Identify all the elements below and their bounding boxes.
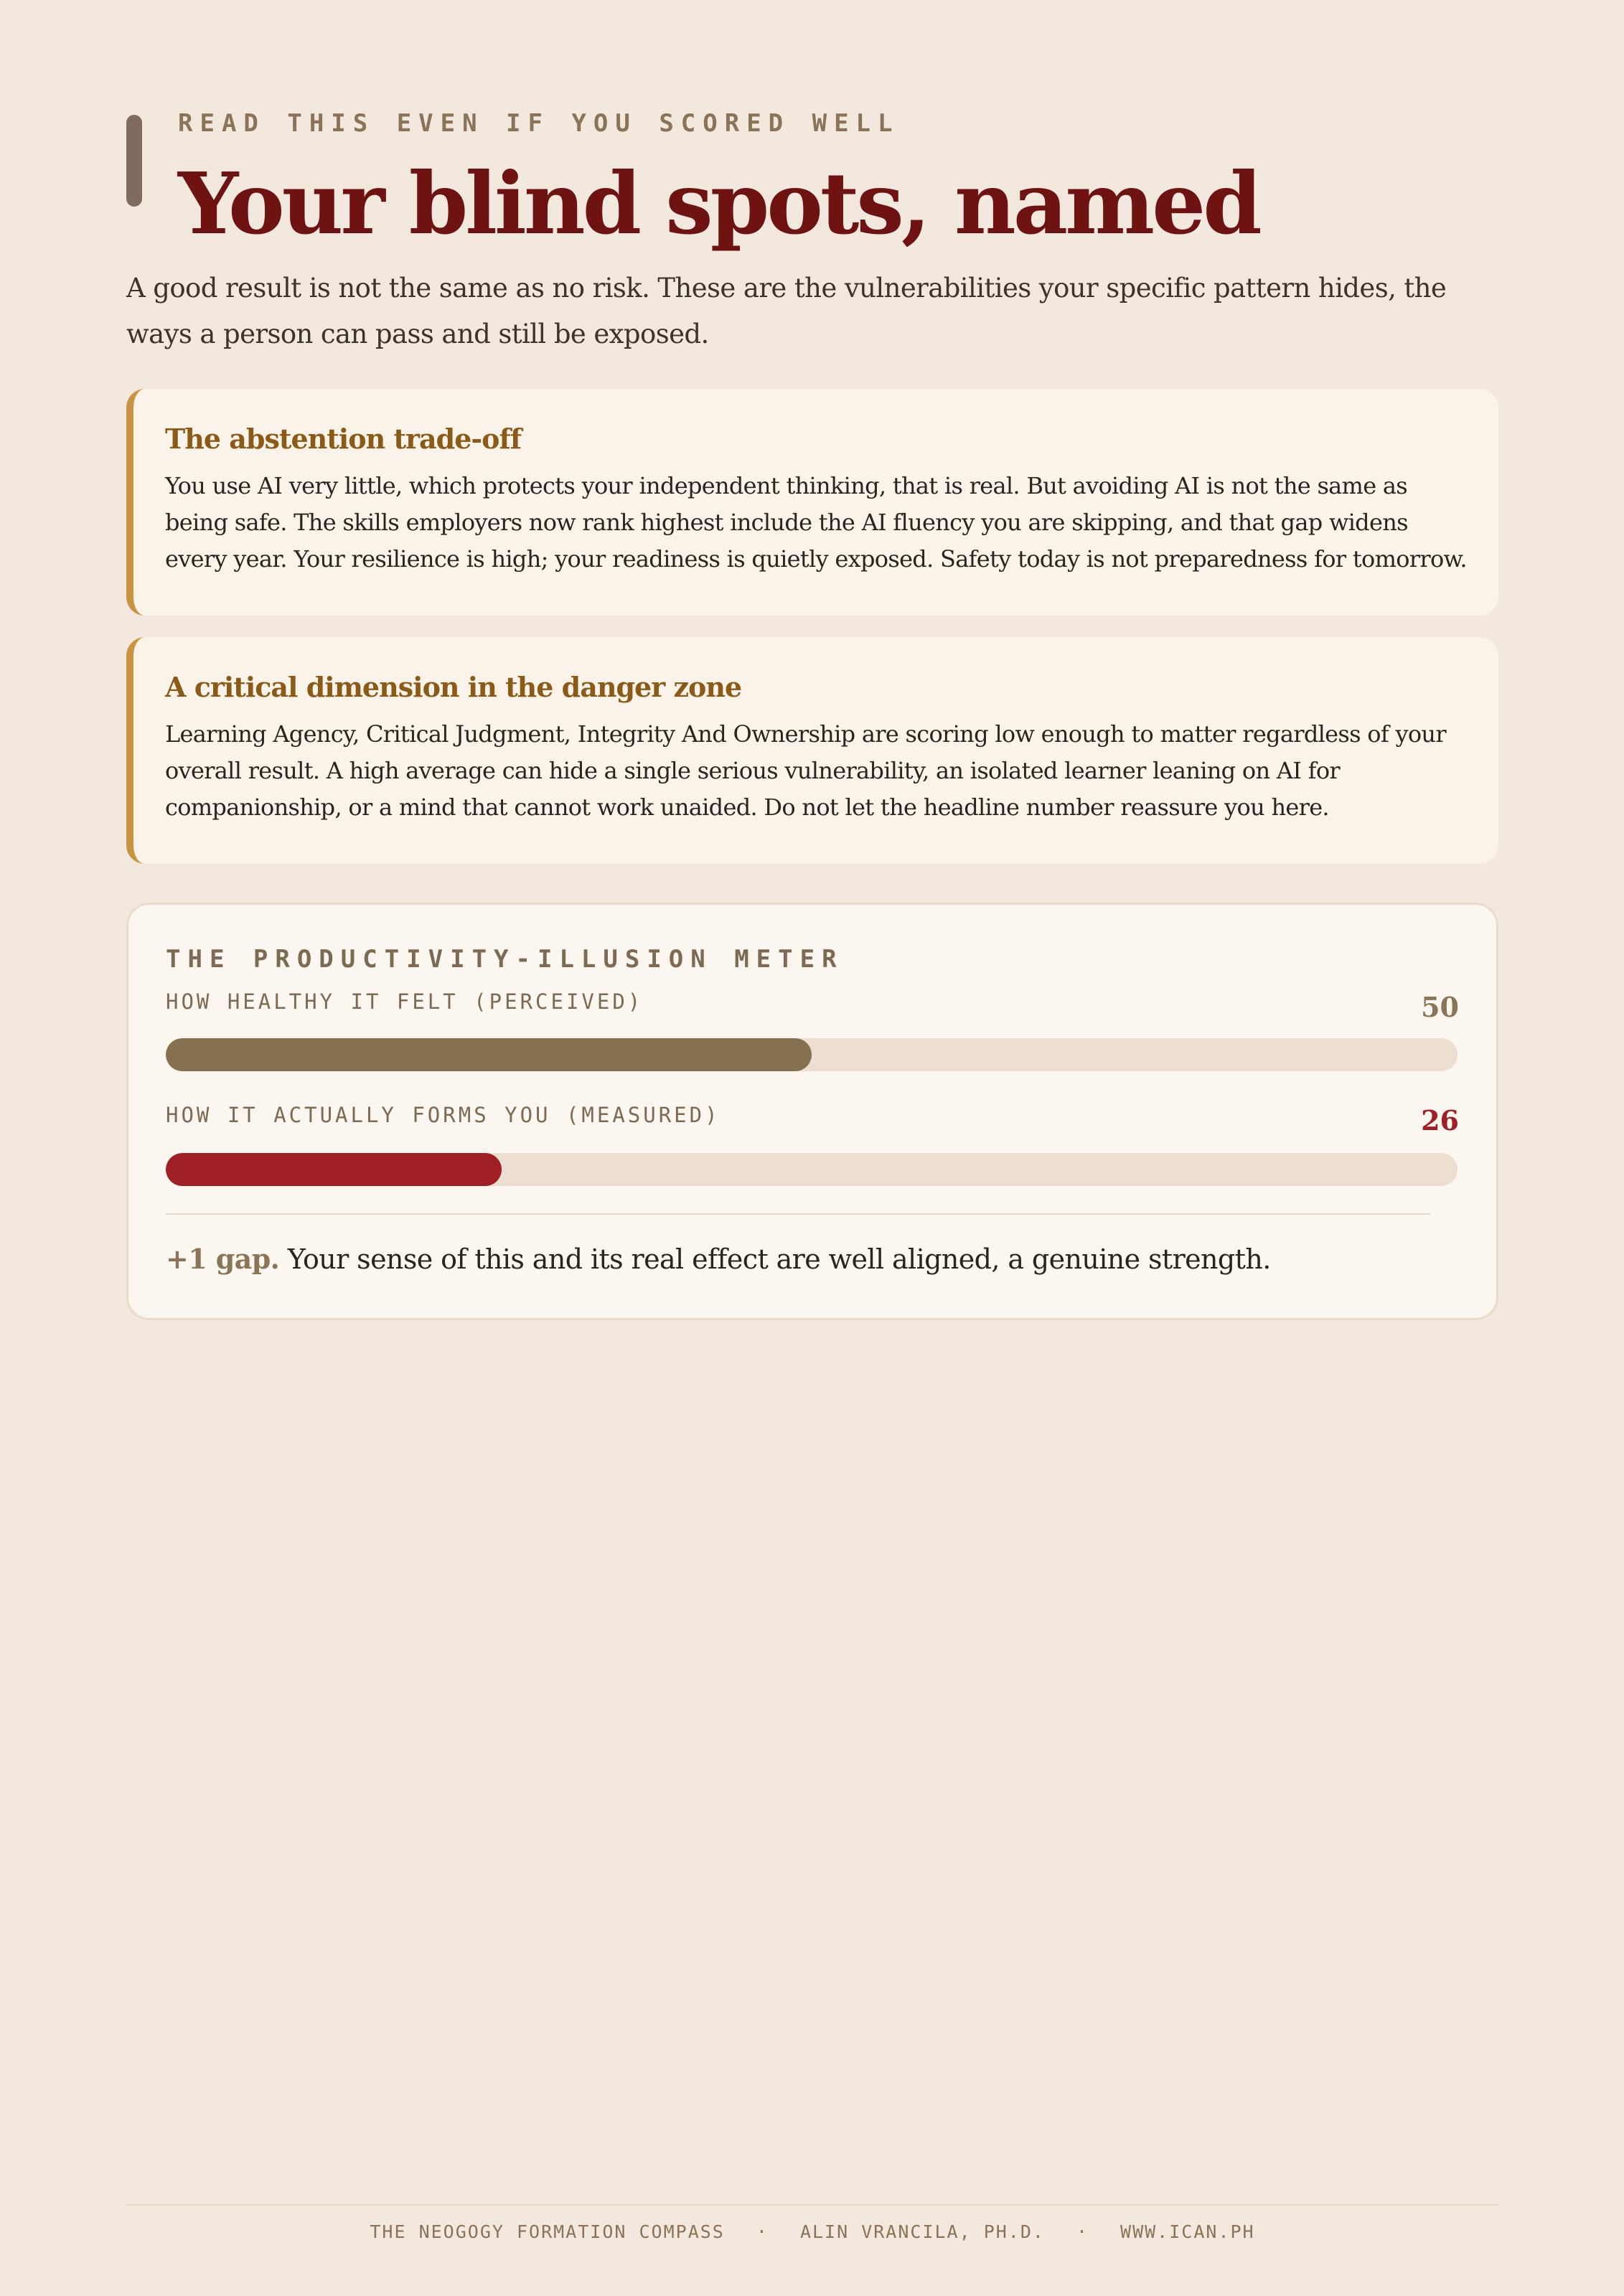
footer-separator: · <box>756 2221 769 2242</box>
perceived-label: HOW HEALTHY IT FELT (PERCEIVED) <box>166 989 644 1014</box>
callout-danger-zone <box>126 637 1498 864</box>
callout-body: Learning Agency, Critical Judgment, Integrity And Ownership are scoring low enough to matter regardless of your overall result. A high average can hide a single serious vulnerability, an isolated learner leaning on AI for companionship, or a mind that cannot work unaided. Do not let the headline number reassure you here. <box>165 720 1446 821</box>
intro-paragraph: A good result is not the same as no risk. These are the vulnerabilities your specific pattern hides, the ways a person can pass and still be exposed. <box>126 273 1447 349</box>
footer <box>126 2221 1498 2242</box>
page-title: Your blind spots, named <box>178 154 1259 253</box>
callout-body: You use AI very little, which protects your independent thinking, that is real. But avoiding AI is not the same as being safe. The skills employers now rank highest include the AI fluency you are skipping, and that gap widens every year. Your resilience is high; your readiness is quietly exposed. Safety today is not preparedness for tomorrow. <box>165 472 1467 573</box>
footer-divider <box>126 2204 1498 2206</box>
footer-item-website: WWW.ICAN.PH <box>1120 2221 1255 2242</box>
measured-bar-fill <box>166 1153 502 1186</box>
accent-bar <box>126 115 142 207</box>
gap-summary <box>166 1239 1458 1279</box>
productivity-illusion-meter <box>126 903 1498 1320</box>
meter-divider <box>166 1213 1430 1215</box>
eyebrow-label: READ THIS EVEN IF YOU SCORED WELL <box>178 109 900 138</box>
meter-title: THE PRODUCTIVITY-ILLUSION METER <box>166 945 844 974</box>
gap-value: +1 gap. <box>166 1243 280 1275</box>
perceived-bar-fill <box>166 1038 812 1071</box>
callout-title: A critical dimension in the danger zone <box>165 671 742 703</box>
measured-track <box>166 1153 1458 1186</box>
footer-item-title: THE NEOGOGY FORMATION COMPASS <box>370 2221 725 2242</box>
gap-text: Your sense of this and its real effect are well aligned, a genuine strength. <box>279 1243 1271 1275</box>
perceived-track <box>166 1038 1458 1071</box>
footer-separator: · <box>1076 2221 1089 2242</box>
perceived-value: 50 <box>1421 991 1459 1023</box>
callout-title: The abstention trade-off <box>165 423 522 455</box>
footer-item-author: ALIN VRANCILA, PH.D. <box>799 2221 1045 2242</box>
measured-value: 26 <box>1421 1104 1459 1137</box>
measured-label: HOW IT ACTUALLY FORMS YOU (MEASURED) <box>166 1103 721 1127</box>
section-header <box>126 108 1498 253</box>
callout-abstention <box>126 389 1498 616</box>
